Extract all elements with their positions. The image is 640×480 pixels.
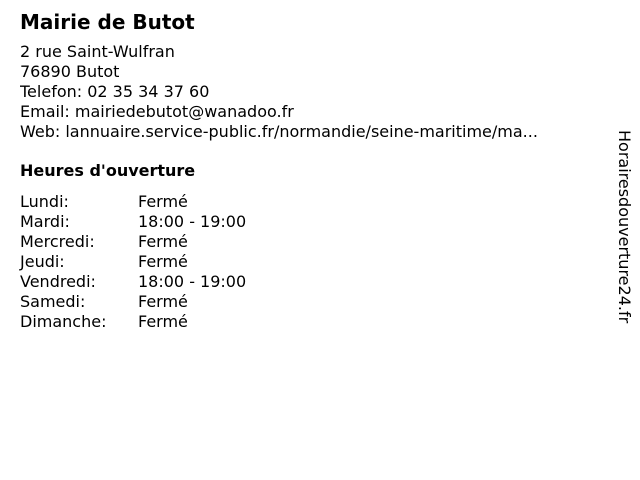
- hours-heading: Heures d'ouverture: [20, 161, 196, 180]
- day-label: Vendredi:: [20, 272, 96, 291]
- day-label: Lundi:: [20, 192, 69, 211]
- hours-row-dimanche: [20, 312, 600, 332]
- hours-row-jeudi: [20, 252, 600, 272]
- hours-row-samedi: [20, 292, 600, 312]
- day-hours: Fermé: [138, 232, 188, 251]
- phone-line: Telefon: 02 35 34 37 60: [20, 82, 210, 101]
- day-hours: Fermé: [138, 192, 188, 211]
- day-label: Mardi:: [20, 212, 70, 231]
- postal-city: 76890 Butot: [20, 62, 120, 81]
- day-hours: Fermé: [138, 312, 188, 331]
- street-address: 2 rue Saint-Wulfran: [20, 42, 175, 61]
- opening-hours-list: [20, 192, 600, 332]
- email-line: Email: mairiedebutot@wanadoo.fr: [20, 102, 294, 121]
- page-title: Mairie de Butot: [20, 10, 195, 34]
- hours-row-lundi: [20, 192, 600, 212]
- site-watermark-label: Horairesdouverture24.fr: [615, 130, 634, 324]
- day-label: Jeudi:: [20, 252, 65, 271]
- hours-row-vendredi: [20, 272, 600, 292]
- address-block: [20, 42, 600, 142]
- day-hours: 18:00 - 19:00: [138, 212, 247, 231]
- hours-row-mardi: [20, 212, 600, 232]
- business-card: [20, 9, 600, 332]
- day-label: Dimanche:: [20, 312, 107, 331]
- day-hours: Fermé: [138, 292, 188, 311]
- day-label: Mercredi:: [20, 232, 95, 251]
- day-hours: 18:00 - 19:00: [138, 272, 247, 291]
- day-label: Samedi:: [20, 292, 86, 311]
- web-line: Web: lannuaire.service-public.fr/normandie/seine-maritime/ma...: [20, 122, 538, 141]
- day-hours: Fermé: [138, 252, 188, 271]
- hours-row-mercredi: [20, 232, 600, 252]
